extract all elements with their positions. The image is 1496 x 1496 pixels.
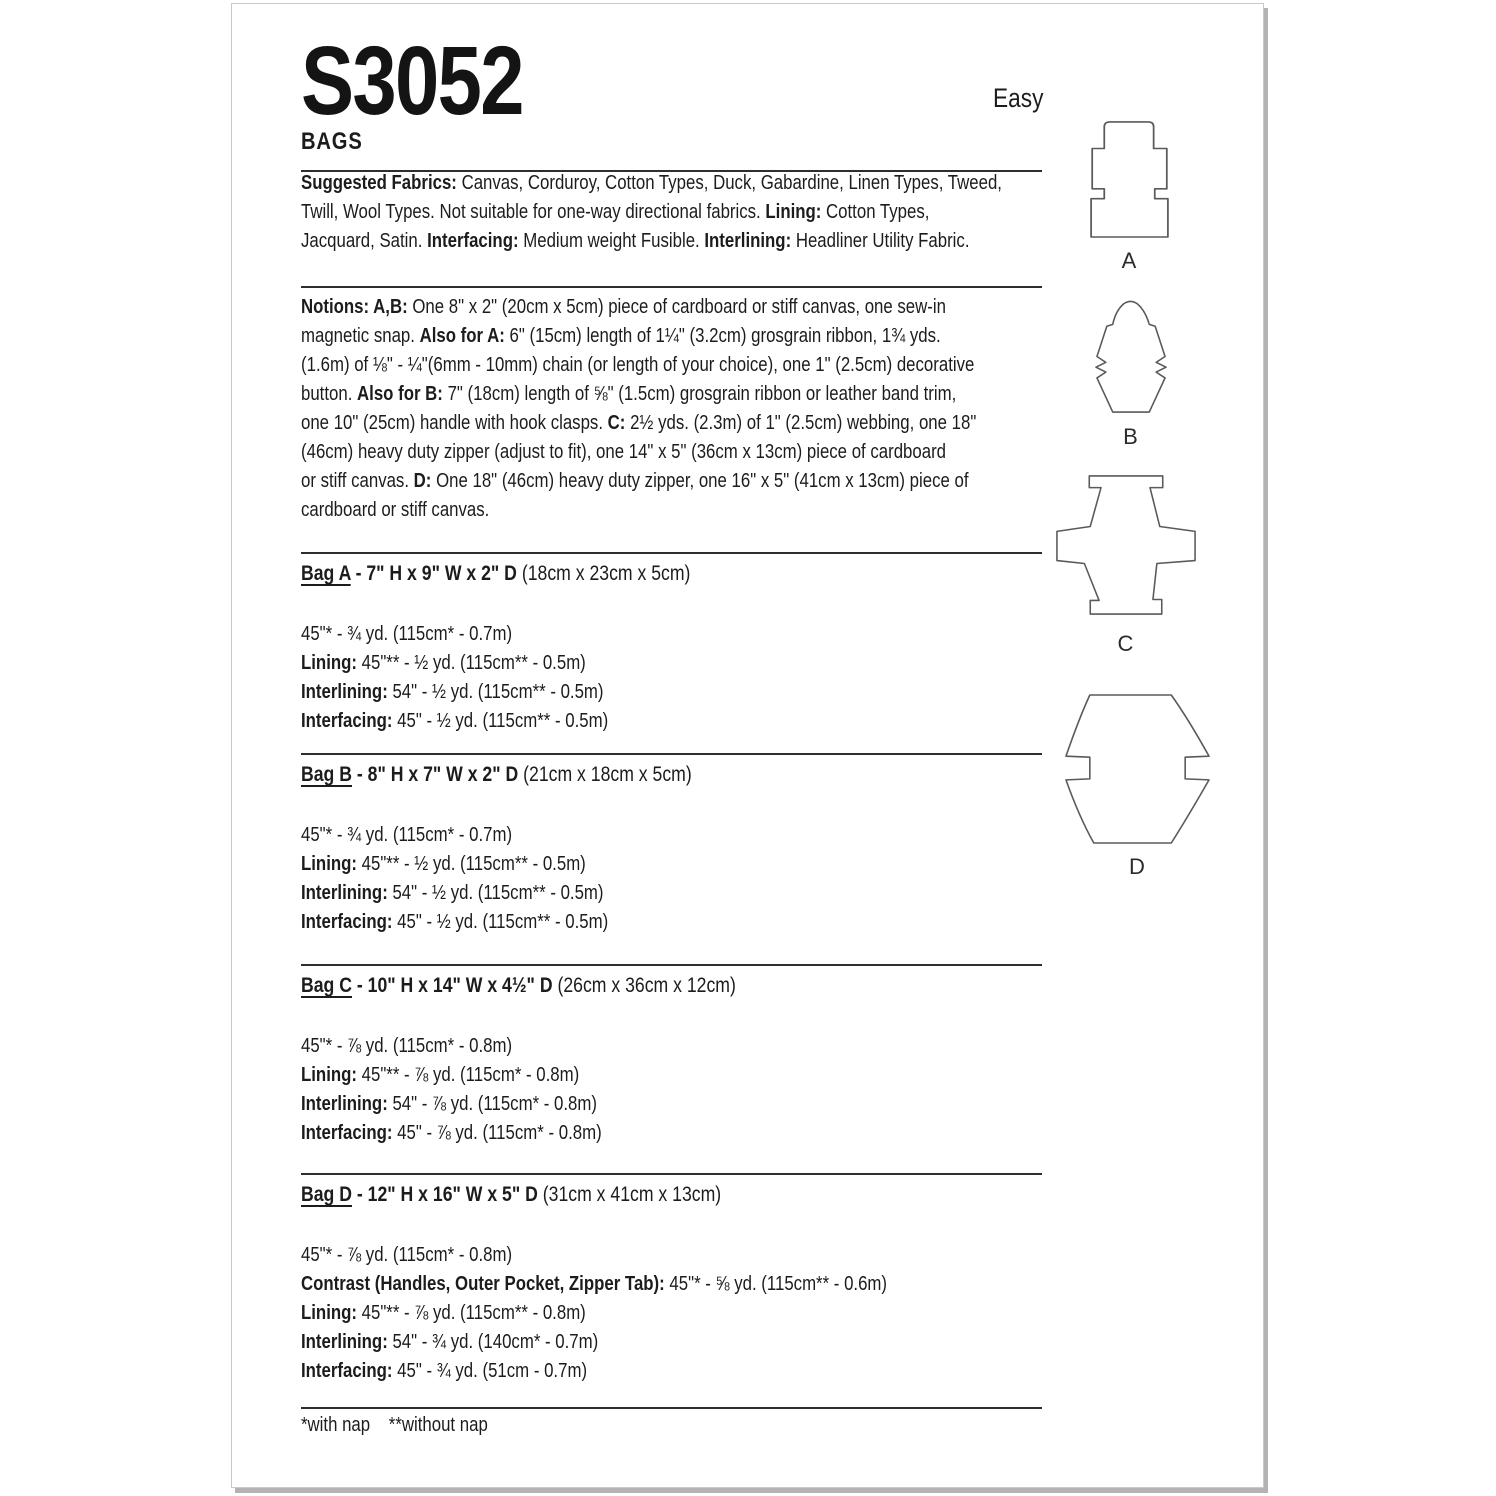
difficulty-label: Easy	[993, 83, 1044, 113]
bag-c-outline-icon	[1054, 473, 1198, 617]
bag-heading: Bag B - 8" H x 7" W x 2" D (21cm x 18cm x 5cm)	[301, 763, 692, 786]
bag-heading: Bag D - 12" H x 16" W x 5" D (31cm x 41cm x 13cm)	[301, 1183, 722, 1206]
figure-label-c: C	[1117, 631, 1135, 656]
bag-heading: Bag C - 10" H x 14" W x 4½" D (26cm x 36cm x 12cm)	[301, 974, 736, 997]
notions-paragraph: Notions: A,B: One 8" x 2" (20cm x 5cm) piece of cardboard or stiff canvas, one sew-in magnetic snap. Also for A: 6" (15cm) length of 1¼" (3.2cm) grosgrain ribbon, 1¾ yds. (1.6m) of ⅛" - ¼"(6mm - 10mm) chain (or length of your choice), one 1" (2.5cm) decorative button. Also for B: 7" (18cm) length of ⅝" (1.5cm) grosgrain ribbon or leather band trim, one 10" (25cm) handle with hook clasps. C: 2½ yds. (2.3m) of 1" (2.5cm) webbing, one 18" (46cm) heavy duty zipper (adjust to fit), one 14" x 5" (36cm x 13cm) piece of cardboard or stiff canvas. D: One 18" (46cm) heavy duty zipper, one 16" x 5" (41cm x 13cm) piece of cardboard or stiff canvas.	[301, 296, 977, 521]
figure-bag-c	[1054, 473, 1198, 655]
bag-b-outline-icon	[1094, 299, 1168, 414]
divider-above-notions	[301, 286, 1042, 288]
bag-yardage-list: 45"* - ¾ yd. (115cm* - 0.7m) Lining: 45"** - ½ yd. (115cm** - 0.5m) Interlining: 54" - ½ yd. (115cm** - 0.5m) Interfacing: 45" - ½ yd. (115cm** - 0.5m)	[301, 824, 609, 933]
divider-above-footnote	[301, 1407, 1042, 1409]
figure-bag-a	[1090, 120, 1169, 272]
figure-label-d: D	[1129, 854, 1146, 879]
figure-label-b: B	[1123, 424, 1139, 449]
figure-label-a: A	[1121, 248, 1138, 273]
bag-yardage-list: 45"* - ¾ yd. (115cm* - 0.7m) Lining: 45"** - ½ yd. (115cm** - 0.5m) Interlining: 54" - ½ yd. (115cm** - 0.5m) Interfacing: 45" - ½ yd. (115cm** - 0.5m)	[301, 623, 609, 732]
envelope-card	[231, 3, 1264, 1488]
section-divider	[301, 753, 1042, 755]
section-divider	[301, 1173, 1042, 1175]
category-label: BAGS	[301, 128, 363, 155]
figure-bag-d	[1065, 694, 1210, 878]
bag-a-outline-icon	[1090, 120, 1169, 238]
bag-yardage-list: 45"* - ⅞ yd. (115cm* - 0.8m) Contrast (Handles, Outer Pocket, Zipper Tab): 45"* - ⅝ yd. (115cm** - 0.6m) Lining: 45"** - ⅞ yd. (115cm** - 0.8m) Interlining: 54" - ¾ yd. (140cm* - 0.7m) Interfacing: 45" - ¾ yd. (51cm - 0.7m)	[301, 1244, 888, 1382]
section-divider	[301, 964, 1042, 966]
section-divider	[301, 552, 1042, 554]
bag-heading: Bag A - 7" H x 9" W x 2" D (18cm x 23cm x 5cm)	[301, 562, 691, 585]
bag-yardage-list: 45"* - ⅞ yd. (115cm* - 0.8m) Lining: 45"** - ⅞ yd. (115cm* - 0.8m) Interlining: 54" - ⅞ yd. (115cm* - 0.8m) Interfacing: 45" - ⅞ yd. (115cm* - 0.8m)	[301, 1035, 602, 1144]
bag-d-outline-icon	[1065, 694, 1210, 844]
nap-footnote: *with nap **without nap	[301, 1414, 488, 1436]
pattern-number: S3052	[301, 26, 523, 135]
figure-bag-b	[1094, 299, 1168, 448]
suggested-fabrics-paragraph: Suggested Fabrics: Canvas, Corduroy, Cotton Types, Duck, Gabardine, Linen Types, Tweed, Twill, Wool Types. Not suitable for one-way directional fabrics. Lining: Cotton Types, Jacquard, Satin. Interfacing: Medium weight Fusible. Interlining: Headliner Utility Fabric.	[301, 172, 1002, 252]
